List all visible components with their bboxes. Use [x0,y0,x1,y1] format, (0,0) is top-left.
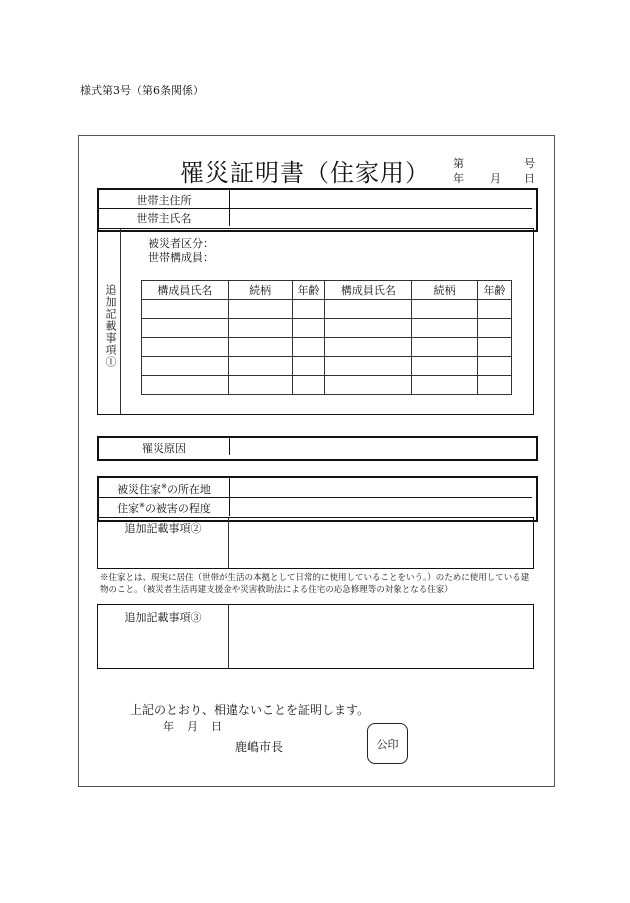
members-table-header [142,281,512,300]
form-reference: 様式第3号（第6条関係） [80,84,204,97]
member-cell[interactable] [292,357,325,376]
household-name-field[interactable] [231,210,531,225]
official-seal [367,723,408,764]
member-cell[interactable] [142,376,229,395]
additional-item-2-label: 追加記載事項② [124,522,202,535]
col-age: 年齢 [292,281,325,300]
member-cell[interactable] [325,376,412,395]
member-cell[interactable] [228,357,292,376]
additional-item-3-block [97,604,534,669]
member-cell[interactable] [292,319,325,338]
household-address-field[interactable] [231,191,531,207]
member-cell[interactable] [142,319,229,338]
member-cell[interactable] [478,338,512,357]
member-cell[interactable] [412,300,478,319]
household-address-label: 世帯主住所 [136,194,192,207]
additional-item-1-label: 追加記載事項① [104,284,117,368]
member-cell[interactable] [292,376,325,395]
household-name-label: 世帯主氏名 [136,212,192,225]
date-month-bottom: 月 [187,720,198,733]
seal-text: 公印 [376,737,399,751]
date-year-top: 年 [453,172,464,185]
member-cell[interactable] [228,300,292,319]
location-field[interactable] [231,479,531,496]
table-row [142,376,512,395]
member-cell[interactable] [412,376,478,395]
additional-item-3-field[interactable] [230,607,530,666]
col-relation: 続柄 [228,281,292,300]
member-cell[interactable] [478,357,512,376]
member-cell[interactable] [478,319,512,338]
date-day-top: 日 [524,172,535,185]
member-cell[interactable] [412,319,478,338]
damage-level-field[interactable] [231,499,531,515]
date-month-top: 月 [490,172,501,185]
member-cell[interactable] [142,300,229,319]
member-cell[interactable] [325,300,412,319]
member-cell[interactable] [292,300,325,319]
household-block [97,188,538,232]
household-members-label: 世帯構成員： [148,251,214,264]
member-cell[interactable] [228,376,292,395]
table-row [142,338,512,357]
table-row [142,357,512,376]
member-cell[interactable] [142,357,229,376]
cause-field[interactable] [231,439,531,454]
member-cell[interactable] [228,319,292,338]
col-member-name-2: 構成員氏名 [325,281,412,300]
date-day-bottom: 日 [211,720,222,733]
number-prefix: 第 [453,157,464,170]
col-age-2: 年齢 [478,281,512,300]
member-cell[interactable] [292,338,325,357]
victim-category-label: 被災者区分： [148,237,214,250]
additional-item-2-field[interactable] [230,520,530,566]
table-row [142,300,512,319]
col-relation-2: 続柄 [412,281,478,300]
additional-item-2-block [97,517,534,569]
certify-statement: 上記のとおり、相違ないことを証明します。 [130,703,370,717]
member-cell[interactable] [228,338,292,357]
member-cell[interactable] [412,357,478,376]
table-row [142,319,512,338]
member-cell[interactable] [478,300,512,319]
page-title: 罹災証明書（住家用） [180,159,430,187]
mayor-title: 鹿嶋市長 [235,740,284,754]
house-definition-note: ※住家とは、現実に居住（世帯が生活の本拠として日常的に使用していることをいう。）のために使用している建物のこと。（被災者生活再建支援金や災害救助法による住宅の応急修理等の対象となる住家） [100,573,530,595]
damage-level-label: 住家※の被害の程度 [117,501,211,515]
additional-item-3-label: 追加記載事項③ [124,611,202,624]
member-cell[interactable] [325,338,412,357]
house-block [97,476,538,522]
number-suffix: 号 [524,157,535,170]
cause-block [97,436,538,461]
members-table [141,280,512,395]
cause-label: 罹災原因 [142,442,186,455]
location-label: 被災住家※の所在地 [117,482,211,496]
date-year-bottom: 年 [163,720,174,733]
col-member-name: 構成員氏名 [142,281,229,300]
member-cell[interactable] [142,338,229,357]
member-cell[interactable] [412,338,478,357]
member-cell[interactable] [325,357,412,376]
additional-item-1-block [97,228,534,415]
member-cell[interactable] [325,319,412,338]
member-cell[interactable] [478,376,512,395]
